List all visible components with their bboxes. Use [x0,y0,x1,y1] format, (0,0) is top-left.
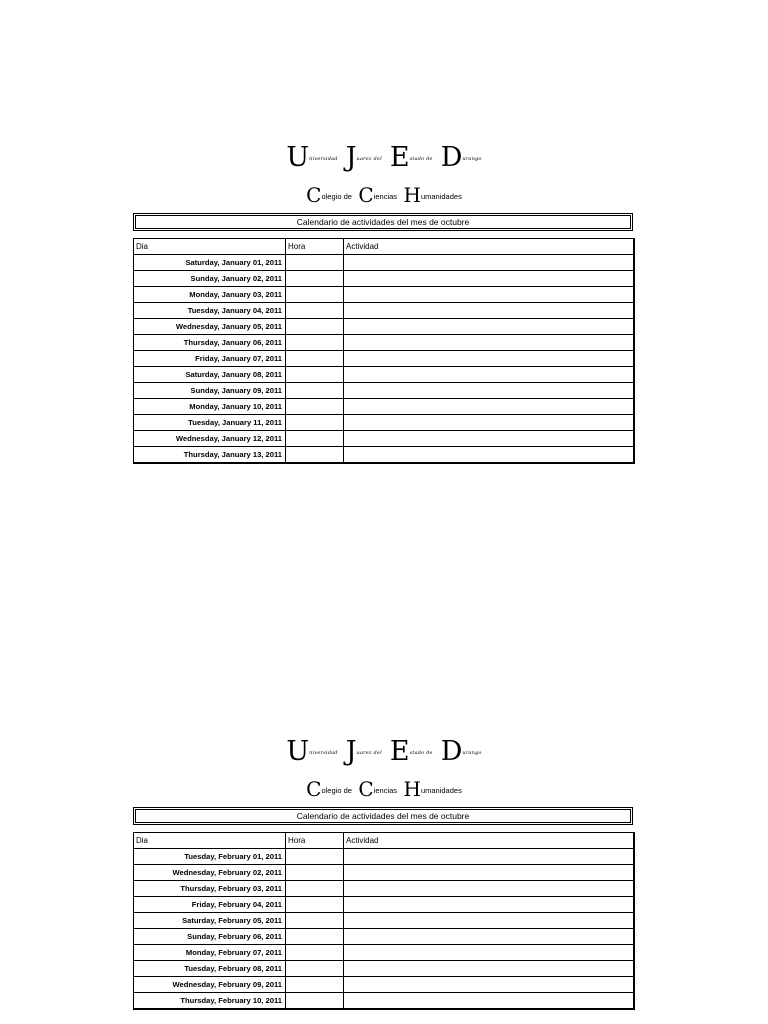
date-cell: Tuesday, January 11, 2011 [134,415,286,431]
date-cell: Wednesday, January 12, 2011 [134,431,286,447]
table-row [134,929,634,945]
hora-cell[interactable] [286,319,344,335]
university-word: $J^{uarez del}$ [345,142,382,173]
actividad-cell[interactable] [344,271,634,287]
table-row [134,913,634,929]
table-row [134,271,634,287]
table-row [134,977,634,993]
actividad-cell[interactable] [344,319,634,335]
calendar-title: Calendario de actividades del mes de octubre [135,809,631,823]
table-row [134,431,634,447]
actividad-cell[interactable] [344,865,634,881]
table-row [134,865,634,881]
date-cell: Wednesday, February 09, 2011 [134,977,286,993]
table-row [134,319,634,335]
date-cell: Thursday, January 13, 2011 [134,447,286,463]
actividad-cell[interactable] [344,961,634,977]
table-row [134,849,634,865]
date-cell: Saturday, January 08, 2011 [134,367,286,383]
date-cell: Sunday, January 09, 2011 [134,383,286,399]
university-word: $D^{urango}$ [440,736,482,767]
hora-cell[interactable] [286,447,344,463]
date-cell: Monday, January 03, 2011 [134,287,286,303]
actividad-cell[interactable] [344,977,634,993]
hora-cell[interactable] [286,415,344,431]
hora-cell[interactable] [286,287,344,303]
hora-cell[interactable] [286,881,344,897]
table-row [134,351,634,367]
schedule-table [133,238,635,464]
hora-cell[interactable] [286,399,344,415]
actividad-cell[interactable] [344,913,634,929]
actividad-cell[interactable] [344,431,634,447]
date-cell: Tuesday, February 01, 2011 [134,849,286,865]
header-row [134,833,634,849]
date-cell: Thursday, January 06, 2011 [134,335,286,351]
table-row [134,993,634,1009]
hora-cell[interactable] [286,897,344,913]
date-cell: Wednesday, January 05, 2011 [134,319,286,335]
column-header-actividad: Actividad [344,239,634,255]
date-cell: Sunday, February 06, 2011 [134,929,286,945]
hora-cell[interactable] [286,849,344,865]
date-cell: Tuesday, February 08, 2011 [134,961,286,977]
date-cell: Friday, January 07, 2011 [134,351,286,367]
table-row [134,415,634,431]
hora-cell[interactable] [286,913,344,929]
hora-cell[interactable] [286,431,344,447]
hora-cell[interactable] [286,977,344,993]
table-row [134,335,634,351]
actividad-cell[interactable] [344,881,634,897]
table-row [134,383,634,399]
university-word: $U^{niversidad}$ [286,736,338,767]
actividad-cell[interactable] [344,399,634,415]
table-row [134,897,634,913]
date-cell: Tuesday, January 04, 2011 [134,303,286,319]
table-row [134,367,634,383]
university-word: $U^{niversidad}$ [286,142,338,173]
college-word: Colegio de [306,777,352,801]
hora-cell[interactable] [286,255,344,271]
college-name [0,778,768,800]
university-word: $D^{urango}$ [440,142,482,173]
actividad-cell[interactable] [344,367,634,383]
actividad-cell[interactable] [344,945,634,961]
schedule-body [134,255,634,463]
date-cell: Saturday, February 05, 2011 [134,913,286,929]
hora-cell[interactable] [286,945,344,961]
date-cell: Monday, January 10, 2011 [134,399,286,415]
table-row [134,447,634,463]
hora-cell[interactable] [286,929,344,945]
column-header-hora: Hora [286,239,344,255]
date-cell: Saturday, January 01, 2011 [134,255,286,271]
hora-cell[interactable] [286,367,344,383]
university-name [0,143,768,173]
column-header-hora: Hora [286,833,344,849]
column-header-dia: Dia [134,833,286,849]
actividad-cell[interactable] [344,897,634,913]
hora-cell[interactable] [286,865,344,881]
calendar-title-box [133,807,633,825]
college-word: Humanidades [403,777,462,801]
schedule-body [134,849,634,1009]
actividad-cell[interactable] [344,849,634,865]
date-cell: Friday, February 04, 2011 [134,897,286,913]
actividad-cell[interactable] [344,303,634,319]
table-row [134,287,634,303]
hora-cell[interactable] [286,351,344,367]
schedule-table [133,832,635,1010]
date-cell: Sunday, January 02, 2011 [134,271,286,287]
college-word: Humanidades [403,183,462,207]
college-word: Ciencias [358,777,398,801]
date-cell: Wednesday, February 02, 2011 [134,865,286,881]
actividad-cell[interactable] [344,255,634,271]
table-row [134,255,634,271]
actividad-cell[interactable] [344,351,634,367]
college-word: Ciencias [358,183,398,207]
university-name [0,737,768,767]
actividad-cell[interactable] [344,335,634,351]
actividad-cell[interactable] [344,415,634,431]
header-row [134,239,634,255]
university-word: $E^{stado de}$ [389,736,433,767]
date-cell: Thursday, February 03, 2011 [134,881,286,897]
university-word: $J^{uarez del}$ [345,736,382,767]
table-row [134,303,634,319]
actividad-cell[interactable] [344,447,634,463]
hora-cell[interactable] [286,271,344,287]
university-word: $E^{stado de}$ [389,142,433,173]
column-header-dia: Dia [134,239,286,255]
actividad-cell[interactable] [344,287,634,303]
college-name [0,184,768,206]
hora-cell[interactable] [286,383,344,399]
college-word: Colegio de [306,183,352,207]
table-row [134,945,634,961]
hora-cell[interactable] [286,993,344,1009]
date-cell: Monday, February 07, 2011 [134,945,286,961]
actividad-cell[interactable] [344,383,634,399]
actividad-cell[interactable] [344,993,634,1009]
calendar-title: Calendario de actividades del mes de octubre [135,215,631,229]
column-header-actividad: Actividad [344,833,634,849]
hora-cell[interactable] [286,961,344,977]
actividad-cell[interactable] [344,929,634,945]
date-cell: Thursday, February 10, 2011 [134,993,286,1009]
table-row [134,961,634,977]
hora-cell[interactable] [286,335,344,351]
calendar-title-box [133,213,633,231]
table-row [134,881,634,897]
table-row [134,399,634,415]
hora-cell[interactable] [286,303,344,319]
